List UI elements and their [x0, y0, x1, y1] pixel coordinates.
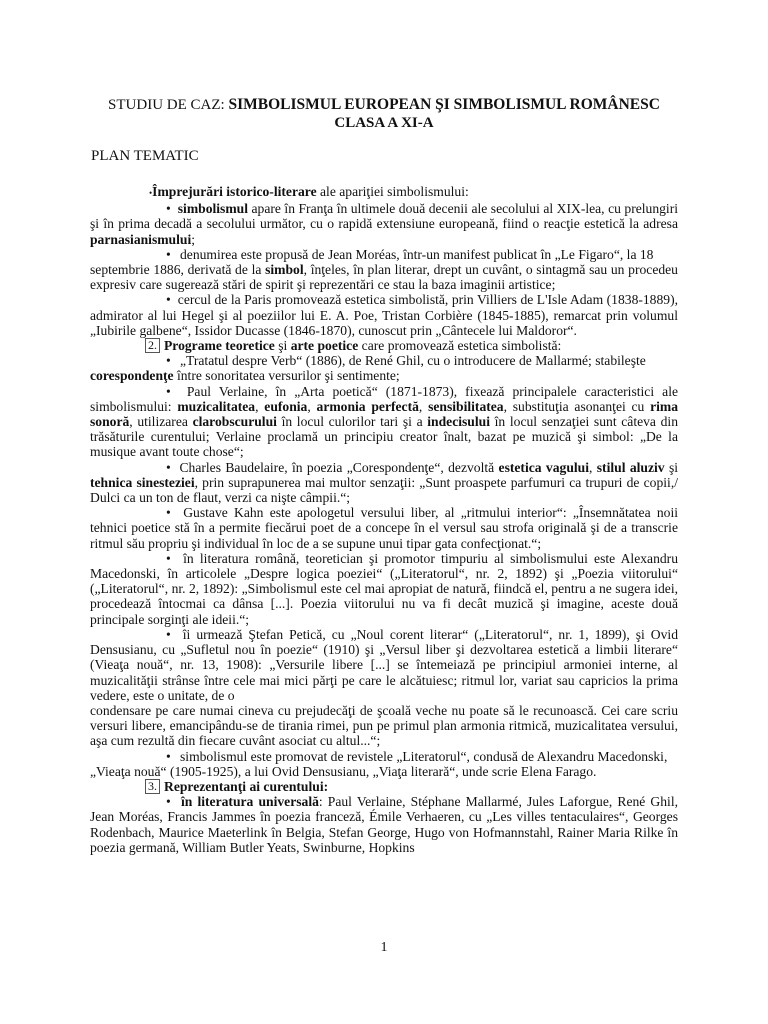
section-3-heading: 3. Reprezentanţi ai curentului:: [90, 779, 678, 794]
plan-heading: PLAN TEMATIC: [91, 148, 199, 164]
document-title: [0, 95, 768, 115]
section-1-bullet-3: • cercul de la Paris promovează estetica simbolistă, prin Villiers de L'Isle Adam (1838-1889), admirator al lui Hegel şi al poeziilor lui E. A. Poe, Tristan Corbière (1845-1885), remarcat prin volumul „Iubirile galbene“, Issidor Ducasse (1846-1870), cunoscut prin „Cântecele lui Maldoror“.: [90, 292, 678, 338]
section-2-bullet-7-cont: „Vieaţa nouă“ (1905-1925), a lui Ovid Densusianu, „Viaţa literară“, unde scrie Elena Farago.: [90, 763, 597, 779]
section-2-number: 2.: [145, 338, 160, 353]
section-2-bullet-4: • Gustave Kahn este apologetul versului liber, al „ritmului interior“: „Însemnătatea noii tehnici poetice stă în a permite fiecărui poet de a concepe în el versul sau strofa originală şi de a transcrie ritmul său propriu şi individual în loc de a se supune unui tipar gata confecţionat.“;: [90, 505, 678, 551]
title-prefix: STUDIU DE CAZ:: [108, 97, 229, 113]
section-2-bullet-2: • Paul Verlaine, în „Arta poetică“ (1871-1873), fixează principalele caracteristici ale simbolismului: muzicalitatea, eufonia, armonia perfectă, sensibilitatea, substituţia asonanţei cu rima sonoră, utilizarea clarobscurului în locul culorilor tari şi a indecisului în locul senzaţiei sunt câteva din trăsăturile curentului; Verlaine proclamă un principiu creator înalt, bazat pe muzică şi simbol: „De la musique avant toute chose“;: [90, 383, 679, 460]
page-number: 1: [380, 940, 388, 955]
section-2-bullet-6-cont: condensare pe care numai cineva cu prejudecăţi de şcoală veche nu poate să le recunoască. Cei care scriu versuri libere, emancipându-se de tirania rimei, pun pe primul plan armonia ritmică, muzicalitatea versului, aşa cum rezultă din fiecare cuvânt asociat cu altul...“;: [90, 702, 678, 749]
section-2-bullet-6: • îi urmează Ştefan Petică, cu „Noul corent literar“ („Literatorul“, nr. 1, 1899), şi Ovid Densusianu, cu „Sufletul nou în poezie“ (1910) şi „Versul liber şi dezvoltarea estetică a limbii literare“ (Vieaţa nouă“, nr. 13, 1908): „Versurile libere [...] se întemeiază pe principiul armoniei interne, al muzicalităţii strânse între cele mai mici părţi pe care le alcătuiesc; ritmul lor, variat sau capricios la prima vedere, este o unitate, de o: [90, 626, 678, 703]
document-body: [90, 184, 678, 855]
section-1-heading: •Împrejurări istorico-literare ale apariţiei simbolismului:: [149, 184, 469, 199]
title-class: CLASA A XI-A: [334, 115, 434, 131]
section-2-bullet-1: • „Tratatul despre Verb“ (1886), de René Ghil, cu o introducere de Mallarmé; stabileşte: [166, 353, 646, 369]
section-2-bullet-5: • în literatura română, teoretician şi promotor timpuriu al simbolismului este Alexandru Macedonski, în articolele „Despre logica poeziei“ („Literatorul“, nr. 2, 1892) şi „Poezia viitorului“ („Literatorul“, nr. 2, 1892): „Simbolismul este cel mai apropiat de natură, fiindcă el, pentru a ne sugera idei, procedează întocmai ca dânsa [...]. Poezia viitorului nu va fi decât muzică şi imagine, aceste două principale sorginţi ale ideii.“;: [90, 550, 678, 627]
section-3-number: 3.: [145, 779, 160, 794]
section-2-bullet-3: • Charles Baudelaire, în poezia „Corespondenţe“, dezvoltă estetica vagului, stilul aluziv şi tehnica sinesteziei, prin suprapunerea mai multor senzaţii: „Sunt proaspete parfumuri ca trupuri de copii,/ Dulci ca un ton de flaut, verzi ca nişte câmpii.“;: [90, 459, 679, 506]
section-1-bullet-1: • simbolismul apare în Franţa în ultimele două decenii ale secolului al XIX-lea, cu prelungiri şi în prima decadă a secolului următor, cu o rapidă extensiune europeană, fiind o reacţie estetică la adresa parnasianismului;: [90, 201, 679, 247]
section-1-bullet-2: • denumirea este propusă de Jean Moréas, într-un manifest publicat în „Le Figaro“, la 18: [166, 246, 654, 262]
section-2-bullet-1-cont: corespondenţe între sonoritatea versurilor şi sentimente;: [90, 368, 400, 384]
section-3-bullet-1: • în literatura universală: Paul Verlaine, Stéphane Mallarmé, Jules Laforgue, René Ghil, Jean Moréas, Francis Jammes în poezia franceză, Émile Verhaeren, cu „Les villes tentaculaires“, Georges Rodenbach, Maurice Maeterlink în Belgia, Stefan George, Hugo von Hofmannstahl, Rainer Maria Rilke în poezia germană, William Butler Yeats, Swinburne, Hopkins: [90, 794, 678, 855]
section-1-bullet-2-cont: septembrie 1886, derivată de la simbol, înţeles, în plan literar, drept un cuvânt, o sintagmă sau un procedeu expresiv care sugerează stări de spirit şi reprezentări ce stau la baza imaginii artistice;: [90, 262, 678, 293]
section-2-heading: 2. Programe teoretice şi arte poetice care promovează estetica simbolistă:: [90, 338, 678, 353]
title-main: SIMBOLISMUL EUROPEAN ŞI SIMBOLISMUL ROMÂNESC: [228, 96, 660, 113]
section-2-bullet-7: • simbolismul este promovat de revistele „Literatorul“, condusă de Alexandru Macedonski,: [166, 748, 668, 764]
